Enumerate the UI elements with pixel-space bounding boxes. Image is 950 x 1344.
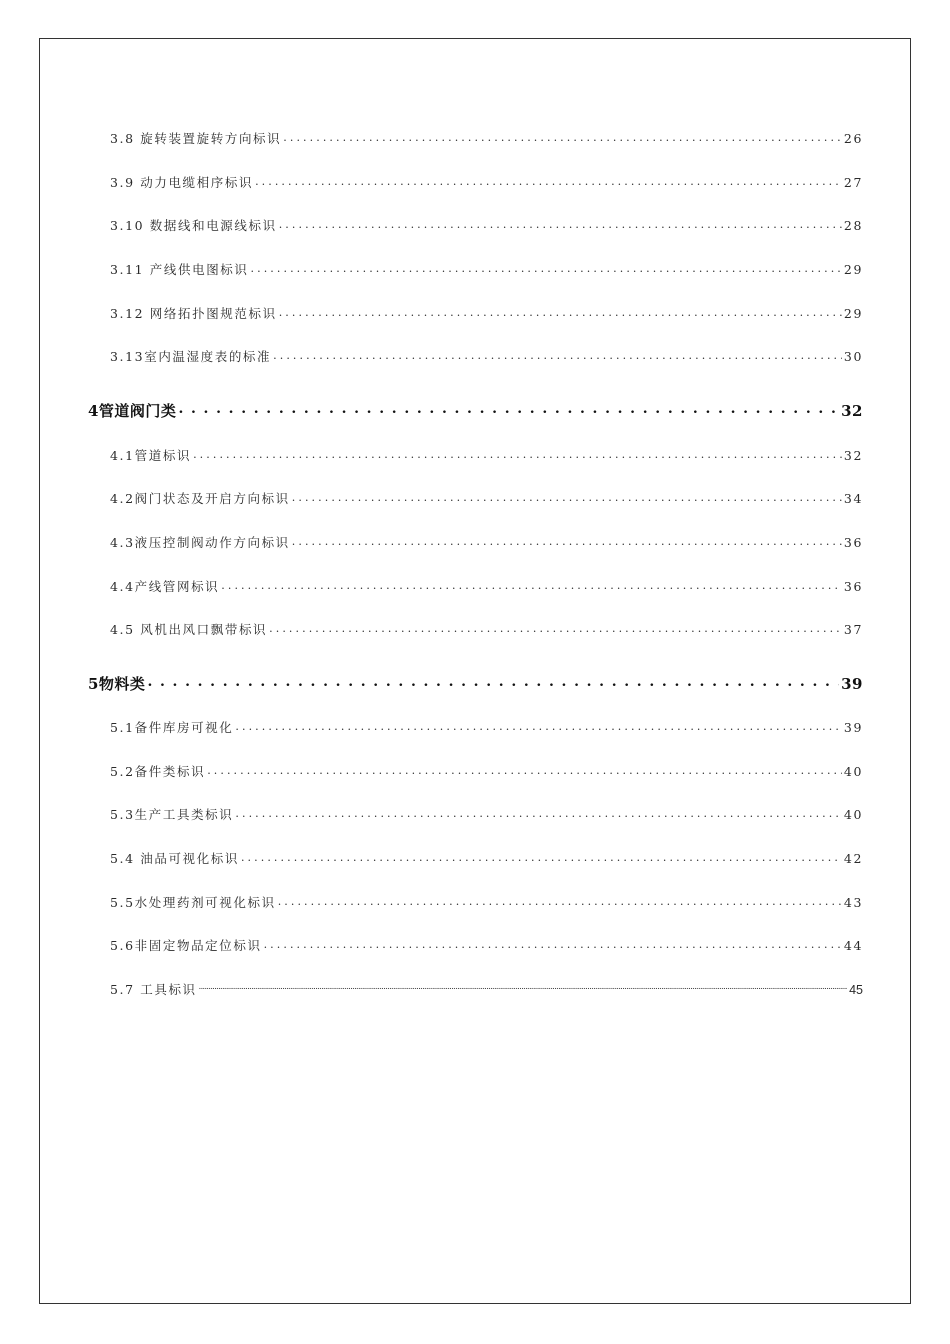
toc-dot-leader: [178, 401, 839, 416]
toc-dot-leader: [147, 674, 839, 689]
toc-entry-label: 4.4产线管网标识: [110, 579, 220, 594]
toc-entry[interactable]: [110, 216, 863, 234]
toc-entry-page: 42: [843, 851, 863, 866]
toc-entry-label: 4.5 风机出风口飘带标识: [110, 622, 268, 637]
toc-entry[interactable]: [110, 893, 863, 911]
toc-dot-leader: [283, 131, 842, 144]
toc-dot-leader: [221, 579, 842, 592]
toc-entry[interactable]: [110, 533, 863, 551]
toc-entry-label: 4.1管道标识: [110, 448, 192, 463]
toc-dot-leader: [292, 491, 842, 504]
toc-dot-leader: [199, 982, 847, 995]
toc-entry-page: 40: [843, 807, 863, 822]
toc-entry[interactable]: [110, 173, 863, 191]
toc-entry[interactable]: [110, 129, 863, 147]
toc-entry-label: 5.1备件库房可视化: [110, 720, 234, 735]
toc-entry[interactable]: [110, 489, 863, 507]
toc-entry[interactable]: [110, 936, 863, 954]
toc-dot-leader: [273, 349, 842, 362]
toc-entry-page: 30: [843, 349, 863, 364]
toc-dot-leader: [235, 807, 842, 820]
toc-entry[interactable]: [110, 718, 863, 736]
toc-entry-page: 27: [843, 175, 863, 190]
toc-entry-page: 29: [843, 262, 863, 277]
toc-entry[interactable]: [110, 304, 863, 322]
toc-entry-label: 3.11 产线供电图标识: [110, 262, 249, 277]
toc-chapter-label: 5物料类: [88, 675, 146, 693]
toc-entry-page: 45: [849, 983, 863, 997]
toc-entry-page: 40: [843, 764, 863, 779]
toc-chapter-page: 39: [841, 675, 863, 693]
toc-dot-leader: [279, 306, 842, 319]
toc-entry-label: 3.10 数据线和电源线标识: [110, 218, 277, 233]
toc-entry[interactable]: [110, 805, 863, 823]
toc-dot-leader: [235, 720, 842, 733]
toc-entry[interactable]: [110, 577, 863, 595]
toc-chapter-entry[interactable]: [88, 673, 863, 694]
toc-entry-page: 26: [843, 131, 863, 146]
toc-chapter-label: 4管道阀门类: [88, 402, 177, 420]
toc-entry-page: 37: [843, 622, 863, 637]
toc-entry-label: 5.3生产工具类标识: [110, 807, 234, 822]
toc-dot-leader: [241, 851, 842, 864]
toc-entry[interactable]: [110, 980, 863, 998]
toc-dot-leader: [255, 175, 842, 188]
toc-entry-label: 5.2备件类标识: [110, 764, 206, 779]
toc-dot-leader: [279, 218, 842, 231]
toc-entry-page: 39: [843, 720, 863, 735]
toc-entry-page: 36: [843, 579, 863, 594]
toc-entry-page: 29: [843, 306, 863, 321]
toc-chapter-entry[interactable]: [88, 400, 863, 421]
toc-entry-page: 34: [843, 491, 863, 506]
toc-dot-leader: [292, 535, 842, 548]
toc-entry[interactable]: [110, 762, 863, 780]
toc-dot-leader: [269, 622, 842, 635]
toc-dot-leader: [278, 895, 842, 908]
toc-entry-page: 32: [843, 448, 863, 463]
toc-entry-label: 5.7 工具标识: [110, 982, 197, 997]
toc-dot-leader: [193, 448, 842, 461]
toc-entry-page: 28: [843, 218, 863, 233]
toc-entry-page: 36: [843, 535, 863, 550]
toc-entry[interactable]: [110, 260, 863, 278]
toc-entry-label: 4.2阀门状态及开启方向标识: [110, 491, 290, 506]
toc-chapter-page: 32: [841, 402, 863, 420]
toc-entry-label: 3.9 动力电缆相序标识: [110, 175, 254, 190]
toc-entry[interactable]: [110, 347, 863, 365]
toc-entry-label: 5.5水处理药剂可视化标识: [110, 895, 276, 910]
toc-entry[interactable]: [110, 849, 863, 867]
toc-entry-label: 5.4 油品可视化标识: [110, 851, 239, 866]
toc-entry-label: 5.6非固定物品定位标识: [110, 938, 262, 953]
toc-entry-label: 3.13室内温湿度表的标准: [110, 349, 272, 364]
toc-entry-page: 44: [843, 938, 863, 953]
toc-entry-label: 3.8 旋转装置旋转方向标识: [110, 131, 282, 146]
toc-entry[interactable]: [110, 446, 863, 464]
toc-dot-leader: [251, 262, 842, 275]
toc-entry-label: 4.3液压控制阀动作方向标识: [110, 535, 290, 550]
toc-dot-leader: [207, 764, 842, 777]
toc-dot-leader: [264, 938, 842, 951]
toc-entry-page: 43: [843, 895, 863, 910]
toc-entry[interactable]: [110, 620, 863, 638]
toc-entry-label: 3.12 网络拓扑图规范标识: [110, 306, 277, 321]
